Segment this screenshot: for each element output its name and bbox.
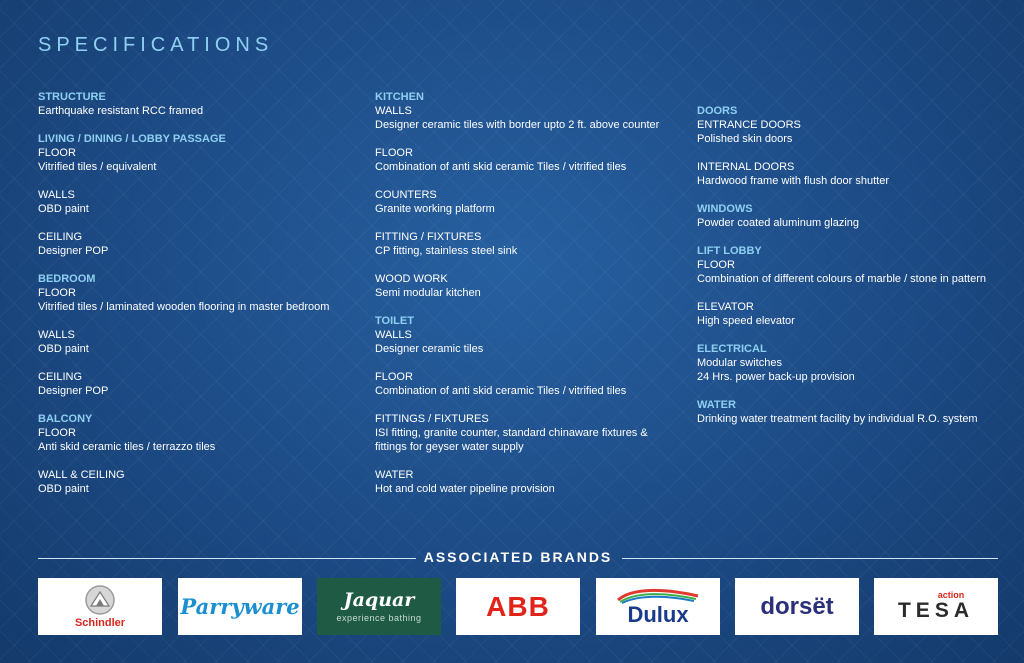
- spec-section-title: LIVING / DINING / LOBBY PASSAGE: [38, 133, 226, 145]
- spec-item-label: FLOOR: [375, 147, 413, 159]
- jaquar-wordmark: Jaquar: [343, 589, 415, 611]
- spec-item-value: CP fitting, stainless steel sink: [375, 245, 518, 257]
- tesa-wordmark: TESA: [897, 599, 974, 622]
- spec-column-1: [38, 90, 358, 510]
- brand-logos: [38, 578, 999, 635]
- brand-logo-dulux: [596, 578, 720, 635]
- spec-item-value: Designer ceramic tiles with border upto 2 ft. above counter: [375, 119, 660, 131]
- spec-item-value: Combination of anti skid ceramic Tiles / vitrified tiles: [375, 385, 627, 397]
- jaquar-tagline: experience bathing: [336, 613, 422, 623]
- spec-item-value: Hot and cold water pipeline provision: [375, 483, 555, 495]
- tesa-action-tag: action: [937, 590, 965, 600]
- spec-item-value: Drinking water treatment facility by individual R.O. system: [697, 413, 978, 425]
- spec-section-title: STRUCTURE: [38, 91, 106, 103]
- spec-section-title: BALCONY: [38, 413, 93, 425]
- spec-item-value: OBD paint: [38, 203, 89, 215]
- spec-section: [38, 132, 358, 258]
- spec-section: [697, 342, 1017, 384]
- schindler-wordmark: Schindler: [74, 617, 126, 629]
- brand-logo-jaquar: [317, 578, 441, 635]
- brand-logo-dorset: [735, 578, 859, 635]
- spec-item-value: Granite working platform: [375, 203, 495, 215]
- spec-item-value: Powder coated aluminum glazing: [697, 217, 860, 229]
- spec-item-value: Combination of different colours of marble / stone in pattern: [697, 273, 987, 285]
- spec-item-label: FITTINGS / FIXTURES: [375, 413, 489, 425]
- abb-wordmark: ABB: [486, 590, 550, 622]
- spec-item-value: Hardwood frame with flush door shutter: [697, 175, 889, 187]
- spec-item-label: WALLS: [375, 105, 412, 117]
- spec-item-label: CEILING: [38, 371, 83, 383]
- parryware-wordmark: Parryware: [180, 594, 300, 619]
- spec-item-label: WOOD WORK: [375, 273, 448, 285]
- spec-item-label: WATER: [375, 469, 414, 481]
- spec-item-value: Earthquake resistant RCC framed: [38, 105, 204, 117]
- spec-item-label: WALLS: [38, 329, 75, 341]
- spec-column-2: [375, 90, 685, 510]
- spec-section: [375, 314, 685, 496]
- spec-item-value: High speed elevator: [697, 315, 795, 327]
- dulux-wordmark: Dulux: [627, 601, 689, 627]
- spec-item-value: Polished skin doors: [697, 133, 793, 145]
- spec-item-value: Anti skid ceramic tiles / terrazzo tiles: [38, 441, 216, 453]
- spec-section: [697, 202, 1017, 230]
- spec-section-title: TOILET: [375, 315, 414, 327]
- brand-logo-parryware: [178, 578, 302, 635]
- spec-item-value: Designer POP: [38, 245, 109, 257]
- spec-section-title: KITCHEN: [375, 91, 424, 103]
- spec-section: [38, 272, 358, 398]
- spec-item-label: WALL & CEILING: [38, 469, 125, 481]
- spec-item-label: FLOOR: [38, 287, 76, 299]
- brand-logo-schindler: [38, 578, 162, 635]
- spec-section: [697, 244, 1017, 328]
- spec-section: [375, 90, 685, 300]
- spec-item-label: INTERNAL DOORS: [697, 161, 795, 173]
- brands-heading: ASSOCIATED BRANDS: [423, 549, 613, 565]
- spec-item-value: Vitrified tiles / laminated wooden flooring in master bedroom: [38, 301, 330, 313]
- spec-item-label: FLOOR: [38, 147, 76, 159]
- spec-section-title: ELECTRICAL: [697, 343, 767, 355]
- spec-item-label: WALLS: [38, 189, 75, 201]
- spec-item-label: FLOOR: [375, 371, 413, 383]
- spec-column-3: [697, 104, 1017, 440]
- page-title: SPECIFICATIONS: [38, 34, 274, 56]
- spec-item-value: Combination of anti skid ceramic Tiles / vitrified tiles: [375, 161, 627, 173]
- spec-section-title: WINDOWS: [697, 203, 753, 215]
- brands-divider-right: [622, 558, 998, 559]
- brands-header: [38, 549, 998, 567]
- spec-item-label: COUNTERS: [375, 189, 437, 201]
- spec-item-value: OBD paint: [38, 343, 89, 355]
- brand-logo-abb: [456, 578, 580, 635]
- spec-section: [697, 398, 1017, 426]
- spec-section: [697, 104, 1017, 188]
- spec-item-label: CEILING: [38, 231, 83, 243]
- spec-item-value: Designer POP: [38, 385, 109, 397]
- spec-item-value: OBD paint: [38, 483, 89, 495]
- spec-section: [38, 412, 358, 496]
- spec-item-value: Designer ceramic tiles: [375, 343, 484, 355]
- brand-logo-tesa: [874, 578, 998, 635]
- spec-item-label: FLOOR: [697, 259, 735, 271]
- spec-item-label: ENTRANCE DOORS: [697, 119, 801, 131]
- dorset-wordmark: dorsët: [760, 592, 834, 620]
- schindler-emblem-icon: [80, 584, 120, 616]
- spec-item-value: Modular switches 24 Hrs. power back-up provision: [697, 357, 855, 383]
- spec-item-value: Semi modular kitchen: [375, 287, 481, 299]
- spec-section-title: LIFT LOBBY: [697, 245, 762, 257]
- spec-item-label: FLOOR: [38, 427, 76, 439]
- spec-section-title: WATER: [697, 399, 736, 411]
- spec-section-title: DOORS: [697, 105, 738, 117]
- spec-item-label: WALLS: [375, 329, 412, 341]
- spec-section: [38, 90, 358, 118]
- spec-section-title: BEDROOM: [38, 273, 96, 285]
- spec-item-value: Vitrified tiles / equivalent: [38, 161, 157, 173]
- spec-item-label: ELEVATOR: [697, 301, 754, 313]
- spec-item-label: FITTING / FIXTURES: [375, 231, 482, 243]
- spec-item-value: ISI fitting, granite counter, standard chinaware fixtures & fittings for geyser water supply: [375, 427, 648, 453]
